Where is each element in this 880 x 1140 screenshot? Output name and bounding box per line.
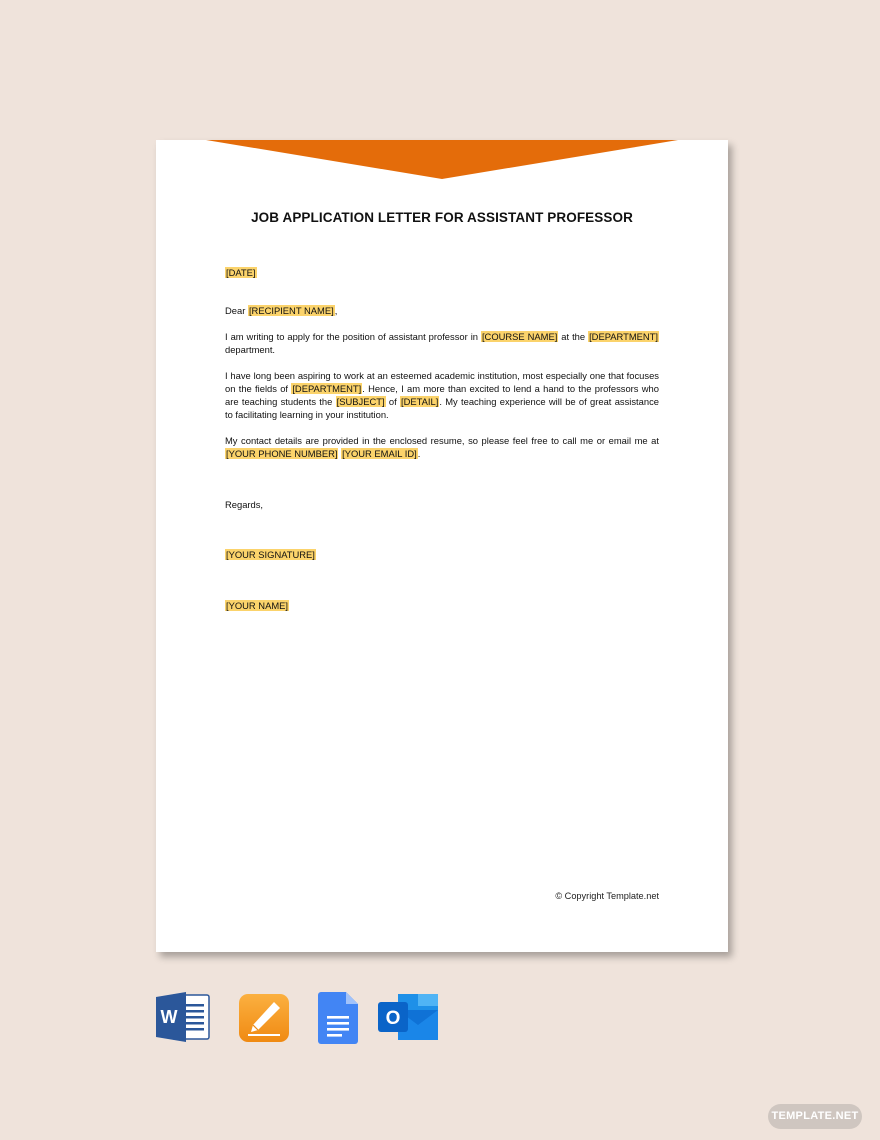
phone-placeholder: [YOUR PHONE NUMBER] (226, 448, 338, 459)
microsoft-outlook-icon[interactable] (378, 992, 440, 1047)
date-line (225, 266, 659, 279)
name-line (225, 599, 659, 612)
subject-placeholder: [SUBJECT] (336, 396, 385, 407)
letter-page (156, 140, 728, 952)
signature-placeholder: [YOUR SIGNATURE] (226, 549, 315, 560)
paragraph-3: My contact details are provided in the enclosed resume, so please feel free to call me or email me at [YOUR PHONE NUMBER] [YOUR EMAIL ID]. (225, 435, 659, 459)
salutation: Dear [RECIPIENT NAME], (225, 305, 338, 316)
department-placeholder: [DEPARTMENT] (589, 331, 658, 342)
recipient-placeholder: [RECIPIENT NAME] (248, 305, 334, 316)
paragraph-2: I have long been aspiring to work at an esteemed academic institution, most especially one that focuses on the fields of [DEPARTMENT]. Hence, I am more than excited to lend a hand to the professors who are teaching students the [SUBJECT] of [DETAIL]. My teaching experience will be of great assistance to facilitating learning in your institution. (225, 370, 659, 420)
email-placeholder: [YOUR EMAIL ID] (342, 448, 417, 459)
course-placeholder: [COURSE NAME] (481, 331, 558, 342)
letter-title: JOB APPLICATION LETTER FOR ASSISTANT PROFESSOR (251, 210, 633, 225)
paragraph-1: I am writing to apply for the position of assistant professor in [COURSE NAME] at the [DEPARTMENT] department. (225, 331, 658, 355)
svg-text:O: O (385, 1008, 401, 1029)
google-docs-icon[interactable] (318, 992, 358, 1049)
detail-placeholder: [DETAIL] (400, 396, 439, 407)
microsoft-word-icon[interactable] (156, 992, 210, 1047)
template-net-watermark[interactable]: TEMPLATE.NET (768, 1104, 862, 1129)
date-placeholder: [DATE] (226, 267, 256, 278)
closing: Regards, (225, 499, 264, 510)
department-placeholder: [DEPARTMENT] (292, 383, 362, 394)
name-placeholder: [YOUR NAME] (226, 600, 288, 611)
signature-line (225, 548, 659, 561)
orange-chevron-banner (206, 140, 678, 180)
apple-pages-icon[interactable] (238, 993, 290, 1048)
svg-text:W: W (160, 1007, 178, 1027)
copyright-notice: © Copyright Template.net (555, 891, 659, 901)
